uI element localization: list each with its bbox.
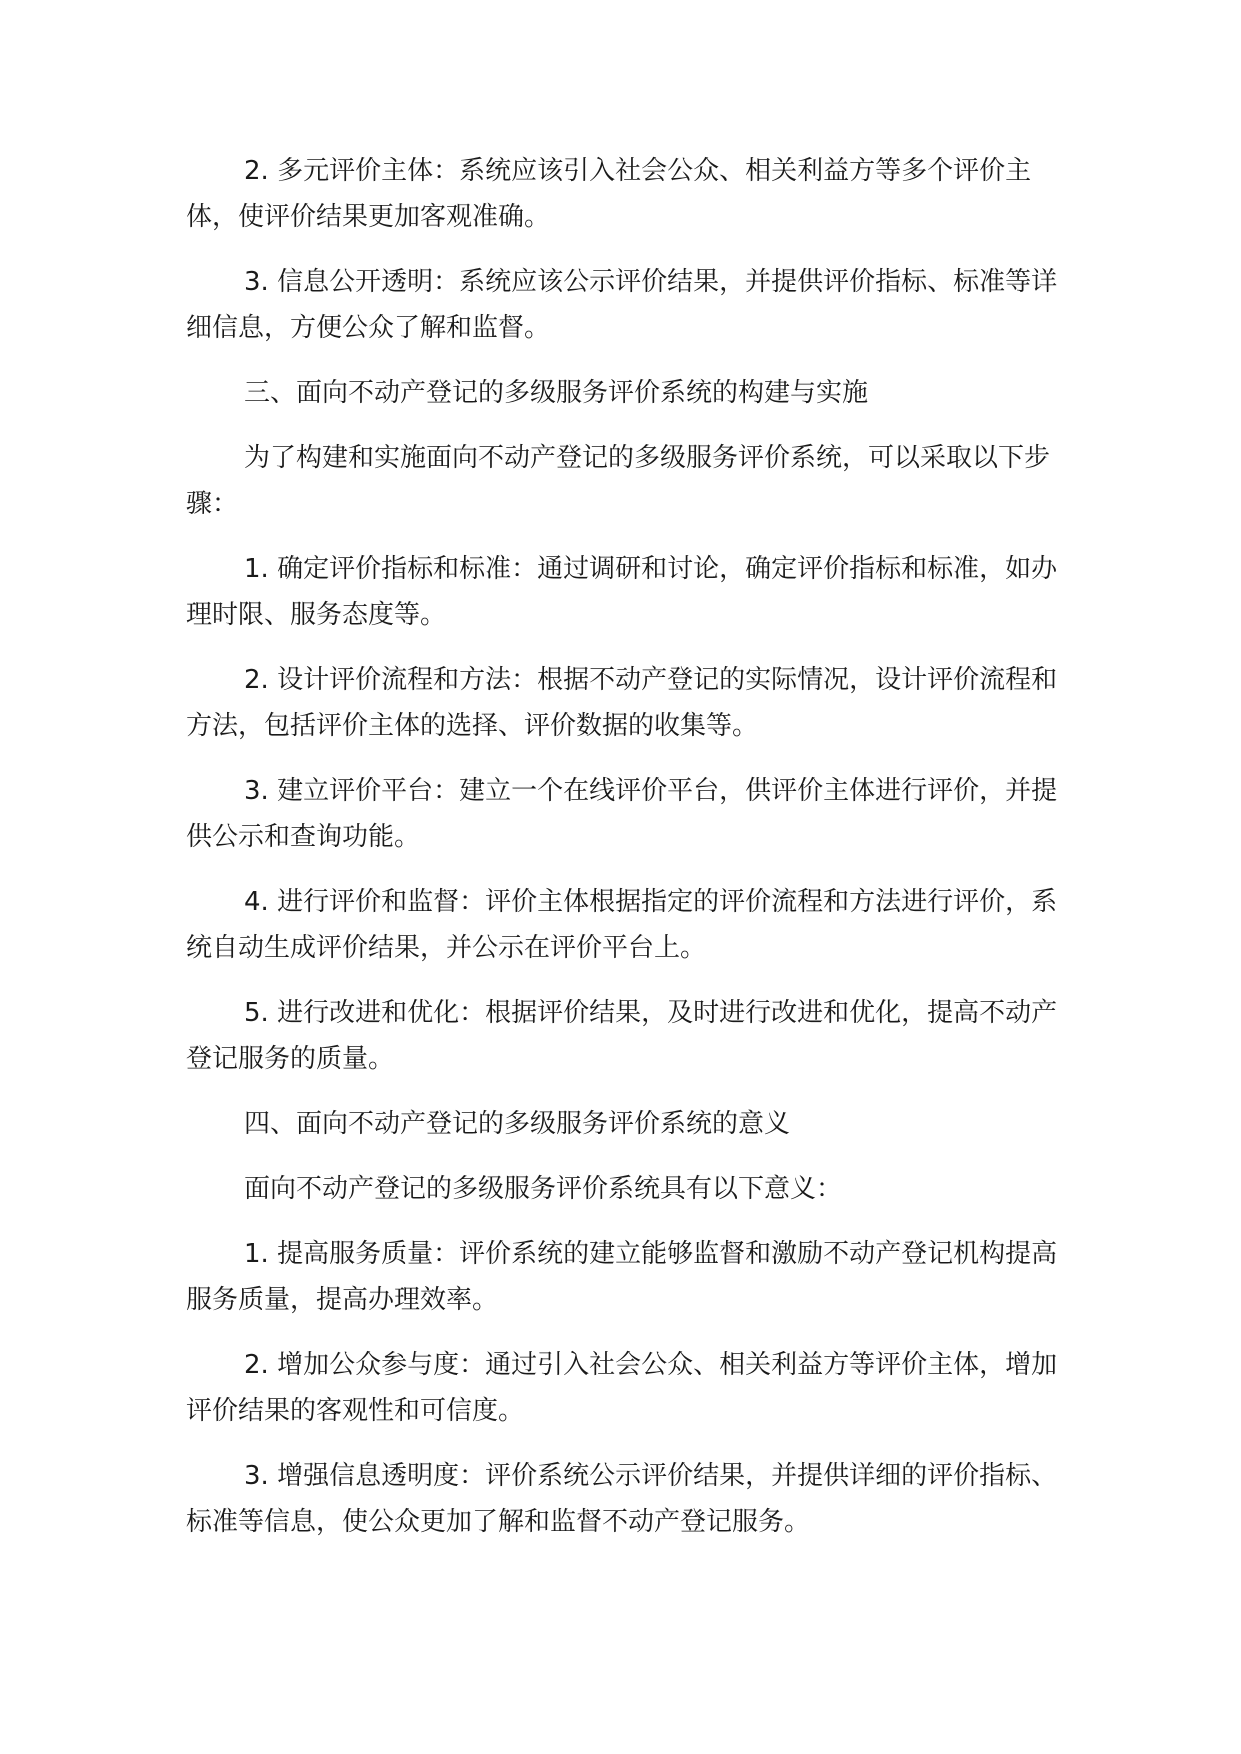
- paragraph-step-2: 2. 设计评价流程和方法：根据不动产登记的实际情况，设计评价流程和方法，包括评价主体的选择、评价数据的收集等。: [186, 665, 1058, 741]
- paragraph-step-1: 1. 确定评价指标和标准：通过调研和讨论，确定评价指标和标准，如办理时限、服务态度等。: [186, 554, 1058, 630]
- paragraph-multi-evaluators: 2. 多元评价主体：系统应该引入社会公众、相关利益方等多个评价主体，使评价结果更加客观准确。: [186, 156, 1032, 232]
- paragraph-significance-intro: 面向不动产登记的多级服务评价系统具有以下意义：: [244, 1174, 843, 1204]
- paragraph-significance-2: 2. 增加公众参与度：通过引入社会公众、相关利益方等评价主体，增加评价结果的客观性和可信度。: [186, 1350, 1058, 1426]
- paragraph-step-5: 5. 进行改进和优化：根据评价结果，及时进行改进和优化，提高不动产登记服务的质量。: [186, 998, 1058, 1074]
- paragraph-info-transparency: 3. 信息公开透明：系统应该公示评价结果，并提供评价指标、标准等详细信息，方便公众了解和监督。: [186, 267, 1058, 343]
- document-body: [186, 148, 1068, 1564]
- paragraph-steps-intro: 为了构建和实施面向不动产登记的多级服务评价系统，可以采取以下步骤：: [186, 443, 1051, 519]
- paragraph-step-4: 4. 进行评价和监督：评价主体根据指定的评价流程和方法进行评价，系统自动生成评价结果，并公示在评价平台上。: [186, 887, 1058, 963]
- paragraph-step-3: 3. 建立评价平台：建立一个在线评价平台，供评价主体进行评价，并提供公示和查询功能。: [186, 776, 1058, 852]
- section-heading-4: 四、面向不动产登记的多级服务评价系统的意义: [244, 1109, 791, 1139]
- paragraph-significance-1: 1. 提高服务质量：评价系统的建立能够监督和激励不动产登记机构提高服务质量，提高办理效率。: [186, 1239, 1058, 1315]
- section-heading-3: 三、面向不动产登记的多级服务评价系统的构建与实施: [244, 378, 869, 408]
- paragraph-significance-3: 3. 增强信息透明度：评价系统公示评价结果，并提供详细的评价指标、标准等信息，使公众更加了解和监督不动产登记服务。: [186, 1461, 1058, 1537]
